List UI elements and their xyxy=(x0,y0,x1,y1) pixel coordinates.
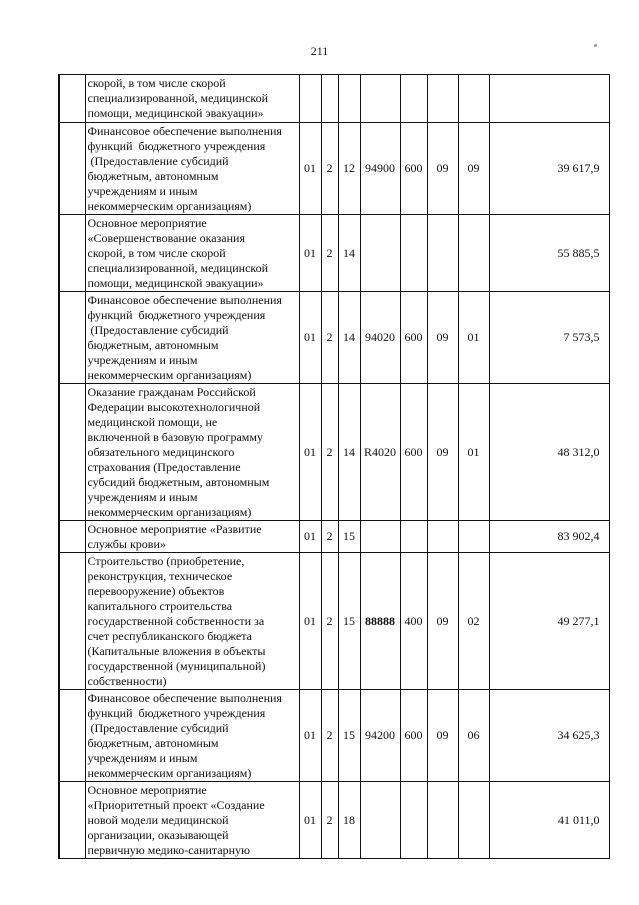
description-line: (Предоставление субсидий xyxy=(87,154,229,168)
subsection-code-cell: 01 xyxy=(458,292,489,384)
description-line: Основное мероприятие «Развитие xyxy=(87,522,262,536)
measure-code-cell: 14 xyxy=(338,215,360,292)
description-line: учреждениям и иным xyxy=(87,353,198,367)
description-line: государственной собственности за xyxy=(87,614,265,628)
section-code-cell: 09 xyxy=(427,384,458,521)
description-line: Основное мероприятие xyxy=(87,783,207,797)
table-row xyxy=(59,553,609,690)
description-line: скорой, в том числе скорой xyxy=(87,246,226,260)
subsection-code-cell: 01 xyxy=(458,384,489,521)
program-code-cell: 01 xyxy=(299,553,321,690)
description-line: функций бюджетного учреждения xyxy=(87,139,266,153)
description-line: Финансовое обеспечение выполнения xyxy=(87,124,282,138)
description-cell xyxy=(85,292,299,384)
empty-left-cell xyxy=(59,782,85,859)
description-line: бюджетным, автономным xyxy=(87,338,219,352)
description-cell xyxy=(85,75,299,123)
description-line: учреждениям и иным xyxy=(87,184,198,198)
description-line: некоммерческим организациям) xyxy=(87,199,252,213)
description-line: специализированной, медицинской xyxy=(87,261,269,275)
subprogram-code-cell: 2 xyxy=(321,521,338,553)
table-row xyxy=(59,123,609,215)
description-line: новой модели медицинской xyxy=(87,813,229,827)
description-cell xyxy=(85,123,299,215)
description-line: перевооружение) объектов xyxy=(87,584,225,598)
description-line: (Предоставление субсидий xyxy=(87,323,229,337)
measure-code-cell: 15 xyxy=(338,553,360,690)
empty-left-cell xyxy=(59,123,85,215)
amount-cell: 48 312,0 xyxy=(489,384,609,521)
table-row xyxy=(59,292,609,384)
measure-code-cell: 15 xyxy=(338,521,360,553)
expense-type-cell: 400 xyxy=(400,553,427,690)
amount-cell: 34 625,3 xyxy=(489,690,609,782)
table-row xyxy=(59,782,609,859)
description-line: бюджетным, автономным xyxy=(87,736,219,750)
description-line: первичную медико-санитарную xyxy=(87,843,251,857)
direction-code-cell xyxy=(360,215,400,292)
description-line: обязательного медицинского xyxy=(87,445,235,459)
direction-code-cell: 94900 xyxy=(360,123,400,215)
expense-type-cell: 600 xyxy=(400,384,427,521)
description-line: помощи, медицинской эвакуации» xyxy=(87,106,264,120)
empty-left-cell xyxy=(59,215,85,292)
description-line: Федерации высокотехнологичной xyxy=(87,400,261,414)
expense-type-cell xyxy=(400,782,427,859)
direction-code-cell: 94200 xyxy=(360,690,400,782)
amount-cell: 7 573,5 xyxy=(489,292,609,384)
subprogram-code-cell: 2 xyxy=(321,553,338,690)
description-line: специализированной, медицинской xyxy=(87,91,269,105)
description-line: учреждениям и иным xyxy=(87,490,198,504)
description-line: Основное мероприятие xyxy=(87,216,207,230)
measure-code-cell: 14 xyxy=(338,292,360,384)
empty-left-cell xyxy=(59,75,85,123)
program-code-cell: 01 xyxy=(299,215,321,292)
description-cell xyxy=(85,690,299,782)
subsection-code-cell: 02 xyxy=(458,553,489,690)
description-line: «Совершенствование оказания xyxy=(87,231,245,245)
table-row xyxy=(59,690,609,782)
description-cell xyxy=(85,521,299,553)
description-line: бюджетным, автономным xyxy=(87,169,219,183)
subprogram-code-cell: 2 xyxy=(321,215,338,292)
section-code-cell xyxy=(427,215,458,292)
expense-type-cell: 600 xyxy=(400,292,427,384)
section-code-cell xyxy=(427,521,458,553)
description-line: функций бюджетного учреждения xyxy=(87,308,266,322)
measure-code-cell: 15 xyxy=(338,690,360,782)
subprogram-code-cell: 2 xyxy=(321,292,338,384)
amount-cell: 55 885,5 xyxy=(489,215,609,292)
section-code-cell xyxy=(427,75,458,123)
description-line: Строительство (приобретение, xyxy=(87,554,245,568)
description-line: помощи, медицинской эвакуации» xyxy=(87,276,264,290)
expense-type-cell xyxy=(400,215,427,292)
program-code-cell: 01 xyxy=(299,384,321,521)
direction-code-cell xyxy=(360,521,400,553)
budget-table xyxy=(58,74,610,859)
description-line: Финансовое обеспечение выполнения xyxy=(87,293,282,307)
expense-type-cell: 600 xyxy=(400,690,427,782)
description-line: некоммерческим организациям) xyxy=(87,766,252,780)
amount-cell: 49 277,1 xyxy=(489,553,609,690)
subprogram-code-cell xyxy=(321,75,338,123)
description-line: страхования (Предоставление xyxy=(87,460,241,474)
page-number: 211 xyxy=(310,44,329,58)
description-line: субсидий бюджетным, автономным xyxy=(87,475,270,489)
description-line: функций бюджетного учреждения xyxy=(87,706,266,720)
description-line: некоммерческим организациям) xyxy=(87,505,252,519)
subsection-code-cell xyxy=(458,782,489,859)
section-code-cell: 09 xyxy=(427,123,458,215)
subsection-code-cell: 06 xyxy=(458,690,489,782)
subsection-code-cell xyxy=(458,215,489,292)
table-row xyxy=(59,215,609,292)
description-line: организации, оказывающей xyxy=(87,828,229,842)
description-line: капитального строительства xyxy=(87,599,233,613)
measure-code-cell xyxy=(338,75,360,123)
table-row xyxy=(59,384,609,521)
program-code-cell: 01 xyxy=(299,521,321,553)
direction-code-cell xyxy=(360,75,400,123)
expense-type-cell xyxy=(400,521,427,553)
program-code-cell xyxy=(299,75,321,123)
table-row xyxy=(59,75,609,123)
subprogram-code-cell: 2 xyxy=(321,384,338,521)
description-cell xyxy=(85,215,299,292)
description-line: медицинской помощи, не xyxy=(87,415,218,429)
table-row xyxy=(59,521,609,553)
expense-type-cell xyxy=(400,75,427,123)
subprogram-code-cell: 2 xyxy=(321,123,338,215)
description-line: включенной в базовую программу xyxy=(87,430,263,444)
description-cell xyxy=(85,384,299,521)
section-code-cell: 09 xyxy=(427,690,458,782)
expense-type-cell: 600 xyxy=(400,123,427,215)
description-line: счет республиканского бюджета xyxy=(87,629,252,643)
description-line: учреждениям и иным xyxy=(87,751,198,765)
description-line: Финансовое обеспечение выполнения xyxy=(87,691,282,705)
subsection-code-cell: 09 xyxy=(458,123,489,215)
program-code-cell: 01 xyxy=(299,782,321,859)
measure-code-cell: 12 xyxy=(338,123,360,215)
program-code-cell: 01 xyxy=(299,292,321,384)
description-line: (Капитальные вложения в объекты xyxy=(87,644,266,658)
empty-left-cell xyxy=(59,553,85,690)
description-cell xyxy=(85,782,299,859)
description-line: Оказание гражданам Российской xyxy=(87,385,256,399)
subprogram-code-cell: 2 xyxy=(321,690,338,782)
program-code-cell: 01 xyxy=(299,123,321,215)
program-code-cell: 01 xyxy=(299,690,321,782)
empty-left-cell xyxy=(59,690,85,782)
amount-cell: 39 617,9 xyxy=(489,123,609,215)
direction-code-cell: 88888 xyxy=(360,553,400,690)
description-line: (Предоставление субсидий xyxy=(87,721,229,735)
subprogram-code-cell: 2 xyxy=(321,782,338,859)
section-code-cell: 09 xyxy=(427,553,458,690)
description-line: скорой, в том числе скорой xyxy=(87,76,226,90)
subsection-code-cell xyxy=(458,75,489,123)
measure-code-cell: 18 xyxy=(338,782,360,859)
empty-left-cell xyxy=(59,521,85,553)
subsection-code-cell xyxy=(458,521,489,553)
description-line: собственности) xyxy=(87,674,167,688)
section-code-cell xyxy=(427,782,458,859)
description-line: «Приоритетный проект «Создание xyxy=(87,798,265,812)
amount-cell xyxy=(489,75,609,123)
section-code-cell: 09 xyxy=(427,292,458,384)
empty-left-cell xyxy=(59,292,85,384)
description-line: государственной (муниципальной) xyxy=(87,659,266,673)
direction-code-cell: R4020 xyxy=(360,384,400,521)
direction-code-cell: 94020 xyxy=(360,292,400,384)
empty-left-cell xyxy=(59,384,85,521)
description-line: некоммерческим организациям) xyxy=(87,368,252,382)
amount-cell: 83 902,4 xyxy=(489,521,609,553)
description-line: службы крови» xyxy=(87,537,166,551)
description-line: реконструкция, техническое xyxy=(87,569,233,583)
amount-cell: 41 011,0 xyxy=(489,782,609,859)
scan-artifact xyxy=(594,44,597,47)
measure-code-cell: 14 xyxy=(338,384,360,521)
description-cell xyxy=(85,553,299,690)
direction-code-cell xyxy=(360,782,400,859)
